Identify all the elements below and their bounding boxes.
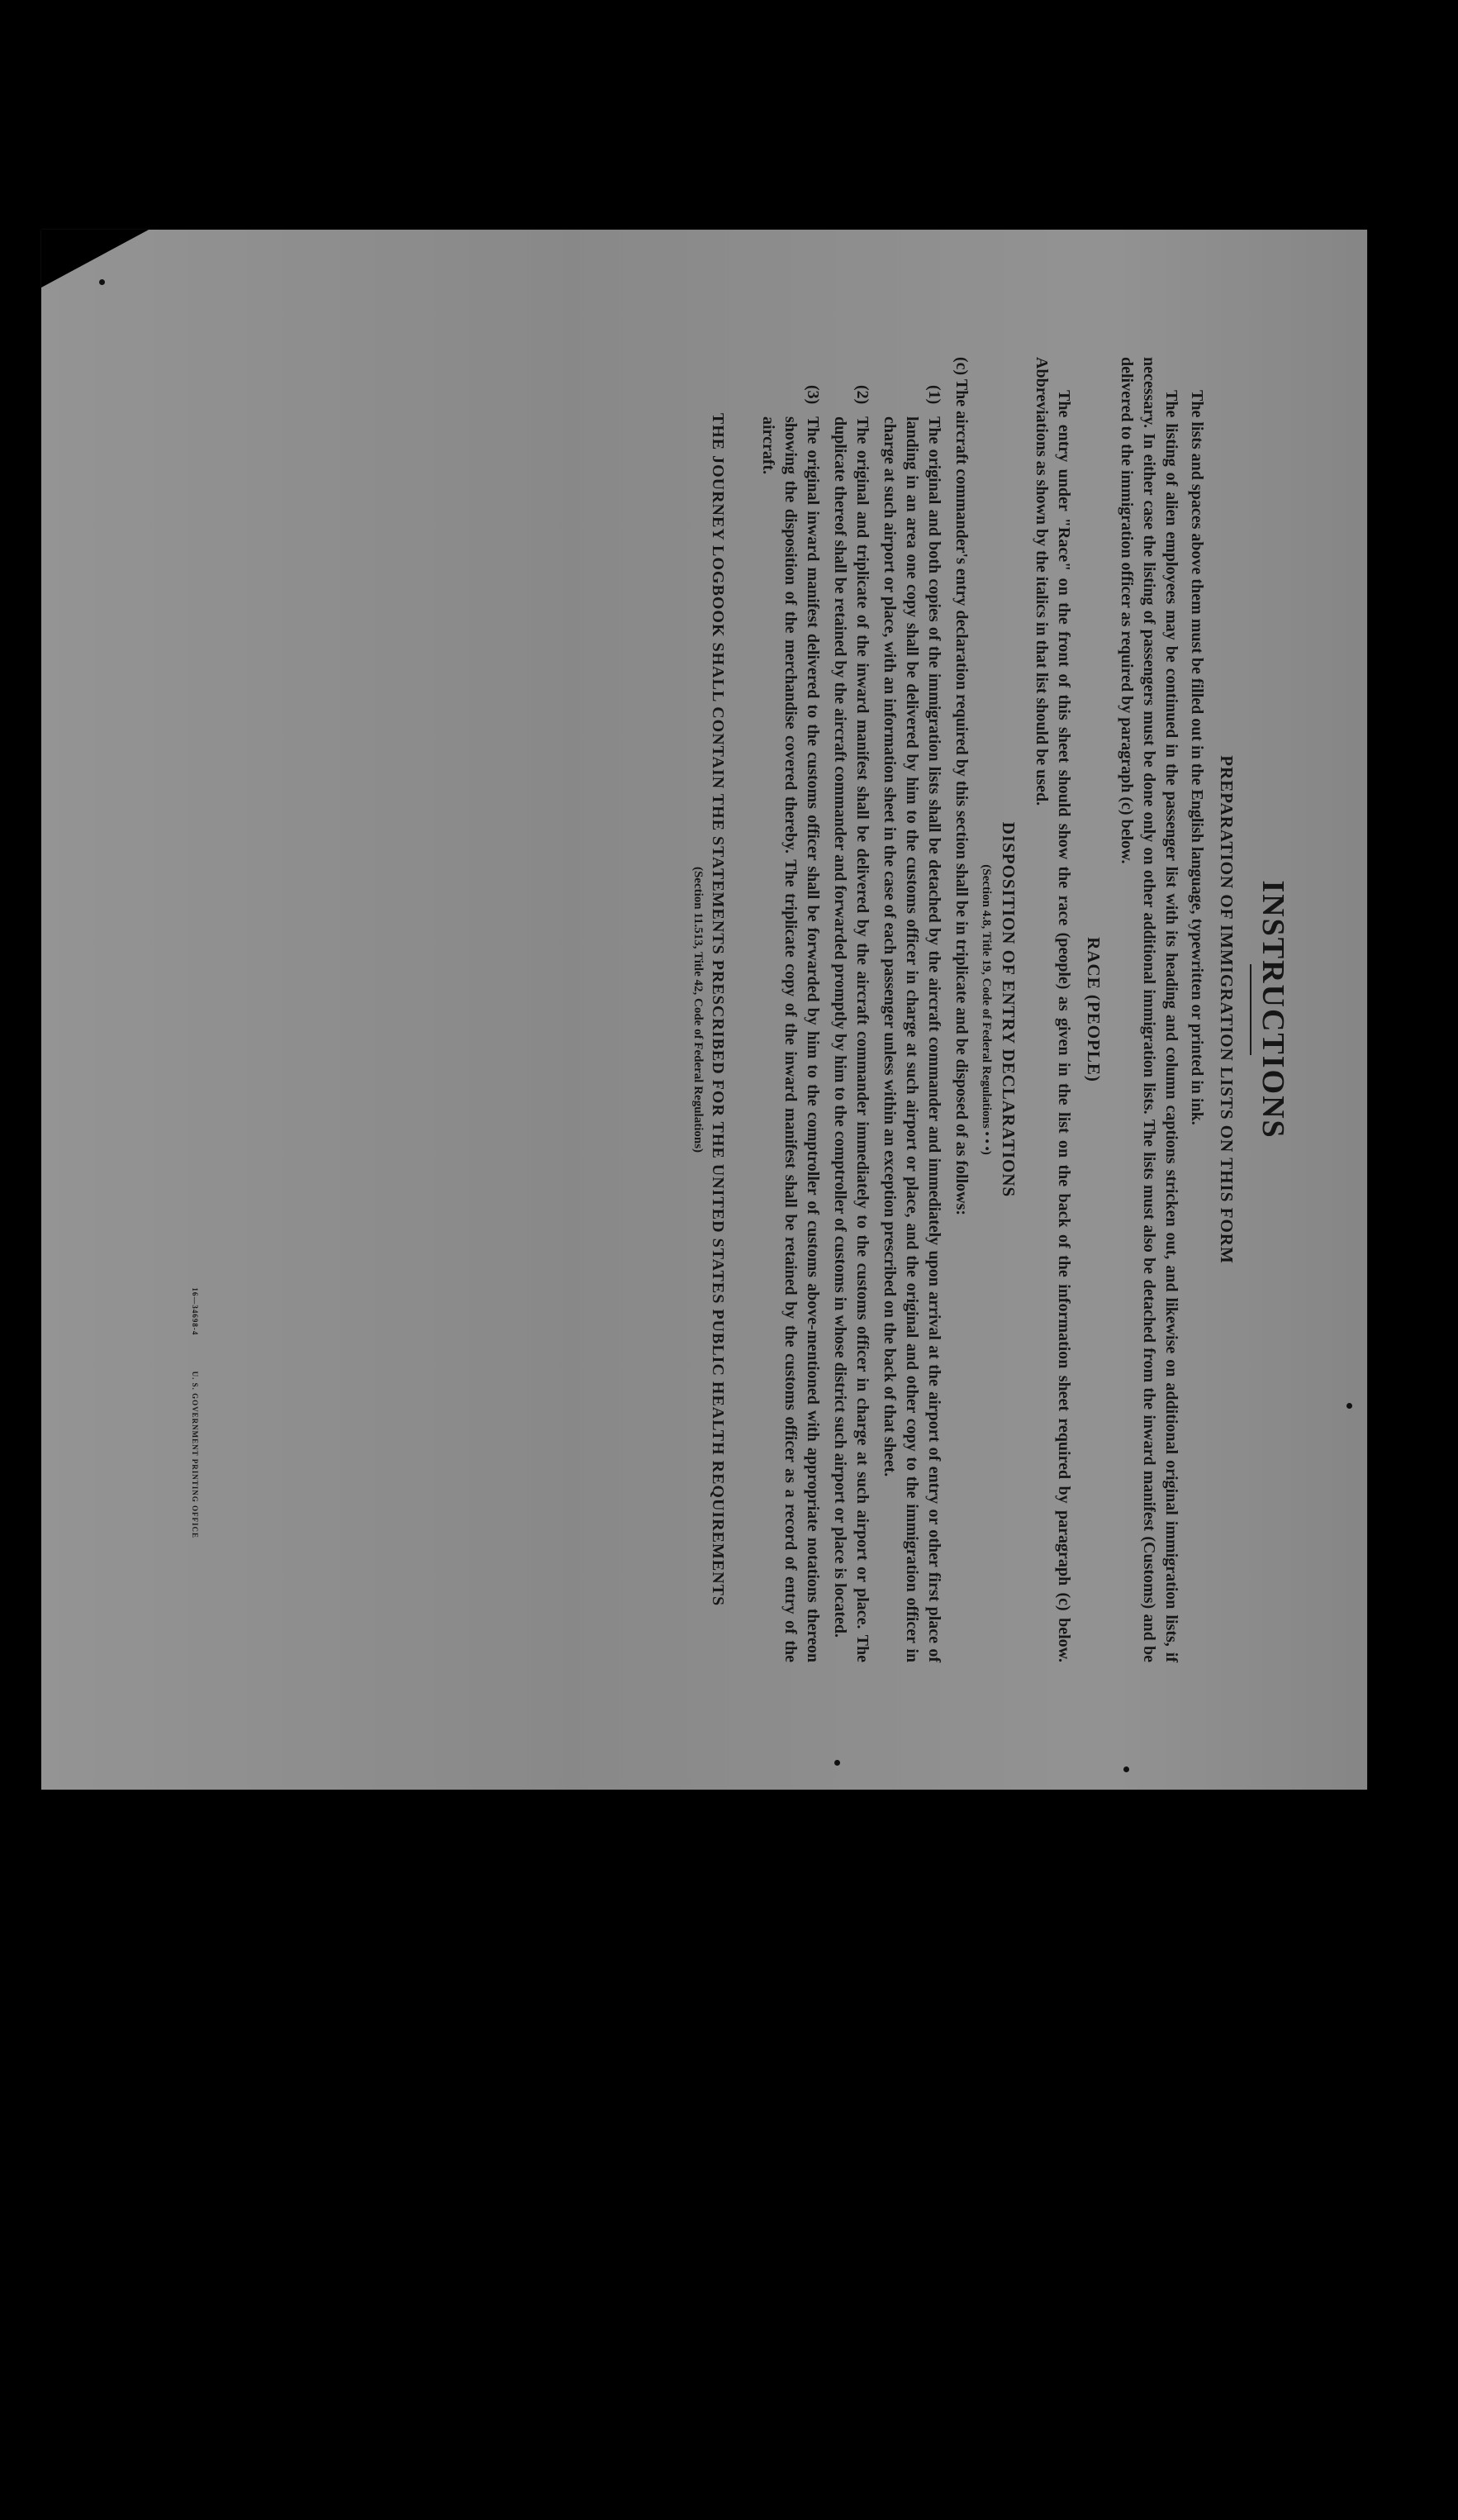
folded-corner [41, 230, 149, 288]
disposition-item [829, 357, 873, 1662]
preparation-paragraph-1: The lists and spaces above them must be filled out in the English language, typewritten or printed in ink. [1187, 390, 1206, 1125]
race-paragraph: The entry under "Race" on the front of this sheet should show the race (people) as given in the list on the back of the information sheet required by paragraph (c) below. Abbreviations as shown by the italics in that list should be used. [1032, 357, 1073, 1662]
title-underline [1250, 964, 1251, 1055]
item-text: The original and triplicate of the inward manifest shall be delivered by the aircraft commander immediately to the customs officer in charge at such airport or place. The duplicate thereof shall be retained by the aircraft commander and forwarded promptly by him to the comptroller of customs in whose district such airport or place is located. [830, 416, 871, 1662]
page-title: INSTRUCTIONS [1255, 880, 1290, 1139]
disposition-item [878, 357, 945, 1662]
punch-mark [1123, 1766, 1129, 1772]
logbook-citation: (Section 11.513, Title 42, Code of Federal Regulations) [691, 866, 705, 1153]
punch-mark [1346, 1403, 1352, 1409]
form-number: 16—34698-4 [190, 1287, 199, 1336]
preparation-paragraph-2: The listing of alien employees may be continued in the passenger list with its heading and column captions stricken out, and likewise on additional original immigration lists, if necessary. In either case the listing of passengers must be done only on other additional immigration lists. The lists must also be detached from the inward manifest (Customs) and be delivered to the immigration officer as required by paragraph (c) below. [1117, 357, 1180, 1662]
section-heading-disposition: DISPOSITION OF ENTRY DECLARATIONS [998, 821, 1019, 1198]
item-text: The original inward manifest delivered to the customs officer shall be forwarded by him to the comptroller of customs above-mentioned with appropriate notations thereon showing the disposition of the merchandise covered thereby. The triplicate copy of the inward manifest shall be retained by the customs officer as a record of entry of the aircraft. [758, 416, 822, 1662]
logbook-heading: THE JOURNEY LOGBOOK SHALL CONTAIN THE STATEMENTS PRESCRIBED FOR THE UNITED STATES PUBLIC HEALTH REQUIREMENTS [708, 412, 727, 1607]
instructions-content [93, 283, 1316, 1737]
section-heading-race: RACE (PEOPLE) [1083, 937, 1104, 1082]
item-number: (2) [852, 385, 871, 405]
disposition-lead: (c) The aircraft commander's entry declaration required by this section shall be in triplicate and be disposed of as follows: [952, 357, 971, 1216]
document-sheet [41, 230, 1367, 1790]
printer-imprint: U. S. GOVERNMENT PRINTING OFFICE [190, 1371, 199, 1538]
form-footer [191, 1254, 199, 1538]
item-text: The original and both copies of the immigration lists shall be detached by the aircraft commander and immediately upon arrival at the airport of entry or other first place of landing in an area one copy shall be delivered by him to the customs officer in charge at such airport or place, and the original and other copy to the immigration officer in charge at such airport or place, with an information sheet in the case of each passenger unless within an exception prescribed on the back of that sheet. [880, 416, 943, 1662]
item-number: (3) [803, 385, 822, 405]
punch-mark [834, 1760, 840, 1766]
section-heading-preparation: PREPARATION OF IMMIGRATION LISTS ON THIS FORM [1216, 755, 1237, 1264]
disposition-item [757, 357, 824, 1662]
disposition-citation: (Section 4.8, Title 19, Code of Federal Regulations • • •) [979, 864, 993, 1155]
item-number: (1) [924, 385, 943, 405]
